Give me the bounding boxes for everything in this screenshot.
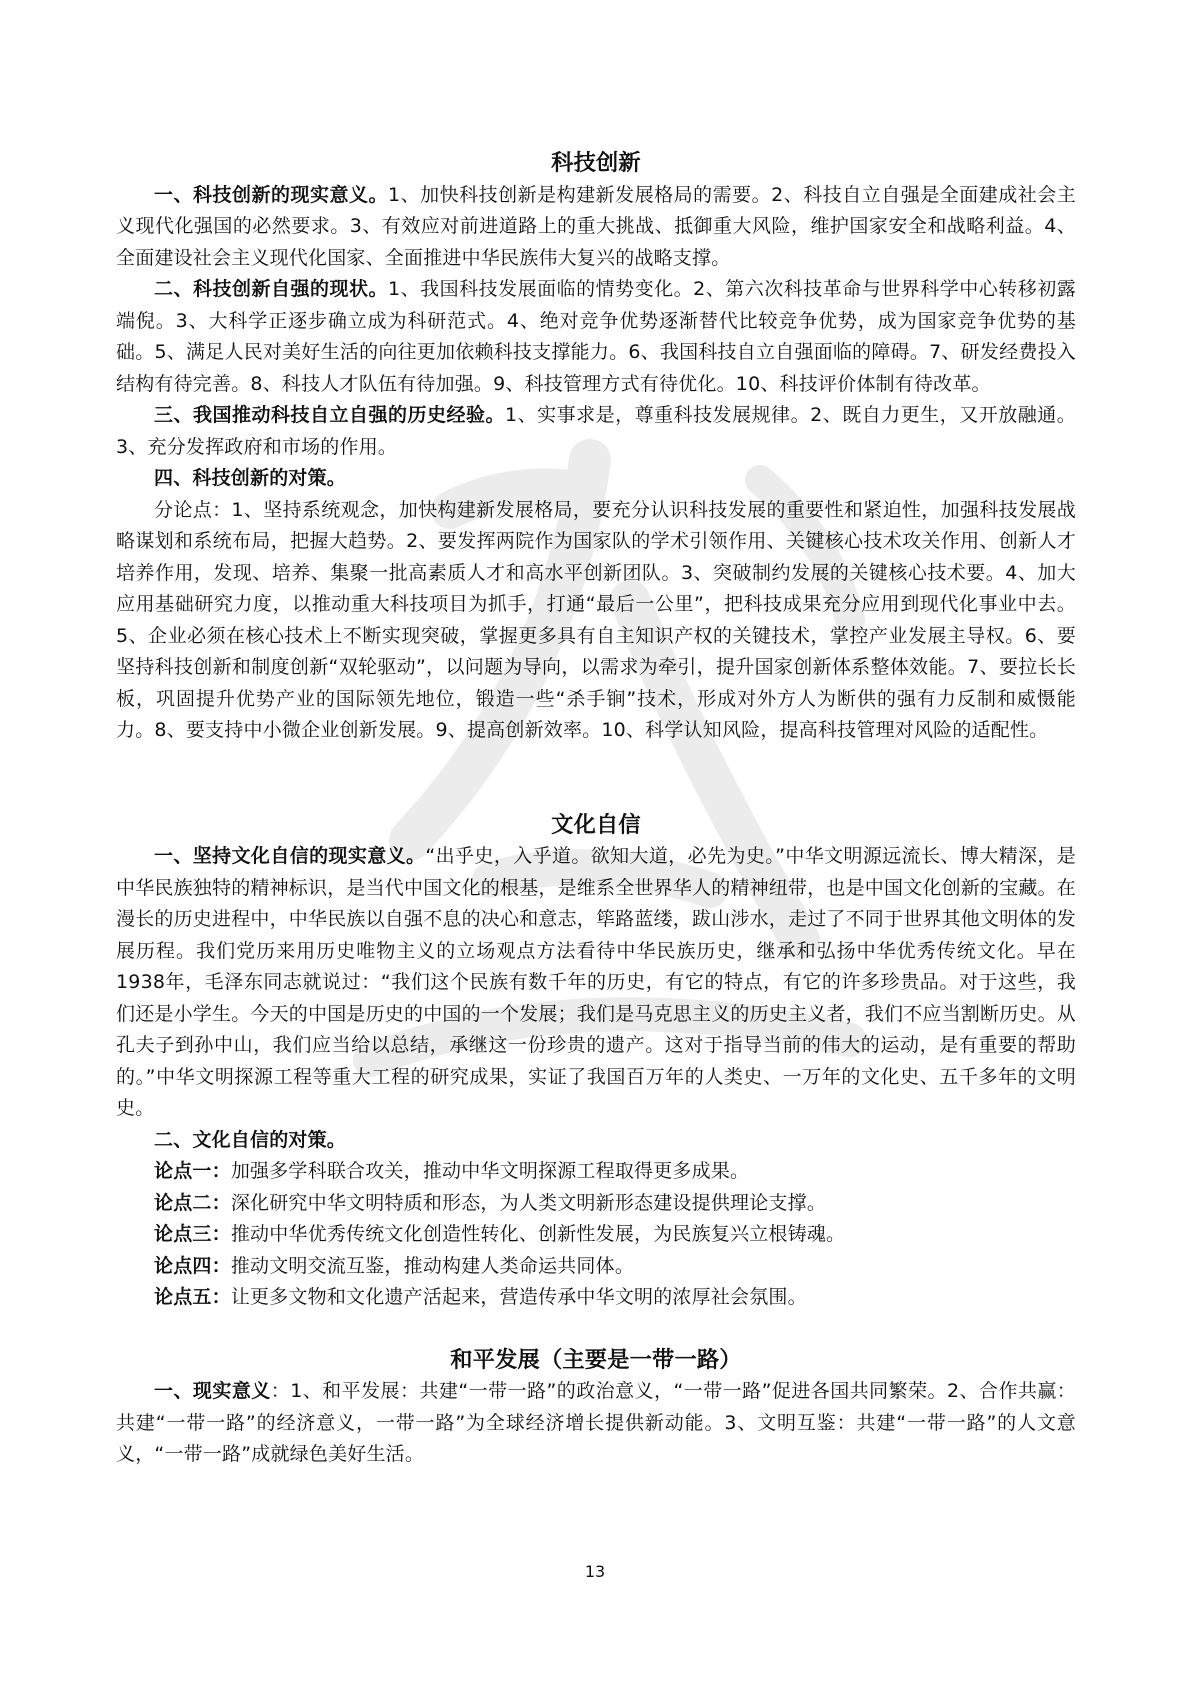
section-spacer: [116, 747, 1076, 810]
culture-p2-heading: 二、文化自信的对策。: [154, 1128, 347, 1151]
point-label: 论点四：: [154, 1254, 231, 1277]
point-text: 推动文明交流互鉴，推动构建人类命运共同体。: [230, 1254, 635, 1277]
tech-paragraph-2: [116, 274, 1076, 400]
culture-paragraph-2: [116, 1125, 1076, 1157]
section-spacer: [116, 1314, 1076, 1345]
tech-p1-text: 1、加快科技创新是构建新发展格局的需要。2、科技自立自强是全面建成社会主义现代化强国的必然要求。3、有效应对前进道路上的重大挑战、抵御重大风险，维护国家安全和战略利益。4、全面建设社会主义现代化国家、全面推进中华民族伟大复兴的战略支撑。: [116, 183, 1076, 269]
point-label: 论点五：: [154, 1286, 231, 1308]
tech-p5-text: 分论点：1、坚持系统观念，加快构建新发展格局，要充分认识科技发展的重要性和紧迫性，加强科技发展战略谋划和系统布局，把握大趋势。2、要发挥两院作为国家队的学术引领作用、关键核心技术攻关作用、创新人才培养作用，发现、培养、集聚一批高素质人才和高水平创新团队。3、突破制约发展的关键核心技术要。4、加大应用基础研究力度，以推动重大科技项目为抓手，打通“最后一公里”，把科技成果充分应用到现代化事业中去。5、企业必须在核心技术上不断实现突破，掌握更多具有自主知识产权的关键技术，掌控产业发展主导权。6、要坚持科技创新和制度创新“双轮驱动”，以问题为导向，以需求为牵引，提升国家创新体系整体效能。7、要拉长长板，巩固提升优势产业的国际领先地位，锻造一些“杀手锏”技术，形成对外方人为断供的强有力反制和威慑能力。8、要支持中小微企业创新发展。9、提高创新效率。10、科学认知风险，提高科技管理对风险的适配性。: [116, 498, 1076, 741]
point-text: 让更多文物和文化遗产活起来，营造传承中华文明的浓厚社会氛围。: [230, 1286, 807, 1308]
section-title-peace: 和平发展（主要是一带一路）: [450, 1346, 742, 1373]
page-number: 13: [584, 1562, 606, 1581]
culture-point-1: [116, 1156, 1076, 1188]
tech-paragraph-4: [116, 463, 1076, 495]
document-body: [116, 148, 1076, 1471]
section-title-culture: 文化自信: [551, 811, 641, 838]
tech-p2-text: 1、我国科技发展面临的情势变化。2、第六次科技革命与世界科学中心转移初露端倪。3、大科学正逐步确立成为科研范式。4、绝对竞争优势逐渐替代比较竞争优势，成为国家竞争优势的基础。5、满足人民对美好生活的向往更加依赖科技支撑能力。6、我国科技自立自强面临的障碍。7、研发经费投入结构有待完善。8、科技人才队伍有待加强。9、科技管理方式有待优化。10、科技评价体制有待改革。: [116, 278, 1076, 395]
tech-p1-heading: 一、科技创新的现实意义。: [154, 183, 389, 206]
tech-paragraph-5: [116, 495, 1076, 747]
culture-p1-text: “出乎史，入乎道。欲知大道，必先为史。”中华文明源远流长、博大精深，是中华民族独特的精神标识，是当代中国文化的根基，是维系全世界华人的精神纽带，也是中国文化创新的宝藏。在漫长的历史进程中，中华民族以自强不息的决心和意志，筚路蓝缕，跋山涉水，走过了不同于世界其他文明体的发展历程。我们党历来用历史唯物主义的立场观点方法看待中华民族历史，继承和弘扬中华优秀传统文化。早在1938年，毛泽东同志就说过：“我们这个民族有数千年的历史，有它的特点，有它的许多珍贵品。对于这些，我们还是小学生。今天的中国是历史的中国的一个发展；我们是马克思主义的历史主义者，我们不应当割断历史。从孔夫子到孙中山，我们应当给以总结，承继这一份珍贵的遗产。这对于指导当前的伟大的运动，是有重要的帮助的。”中华文明探源工程等重大工程的研究成果，实证了我国百万年的人类史、一万年的文化史、五千多年的文明史。: [116, 845, 1077, 1119]
peace-p1-text: ：1、和平发展：共建“一带一路”的政治意义，“一带一路”促进各国共同繁荣。2、合作共赢：共建“一带一路”的经济意义，一带一路”为全球经济增长提供新动能。3、文明互鉴：共建“一带一路”的人文意义，“一带一路”成就绿色美好生活。: [116, 1380, 1077, 1465]
tech-p2-heading: 二、科技创新自强的现状。: [154, 278, 389, 300]
point-text: 加强多学科联合攻关，推动中华文明探源工程取得更多成果。: [230, 1160, 750, 1182]
tech-p3-heading: 三、我国推动科技自立自强的历史经验。: [154, 404, 506, 426]
culture-paragraph-1: [116, 841, 1076, 1125]
tech-p4-heading: 四、科技创新的对策。: [154, 467, 347, 489]
section-title-tech: 科技创新: [551, 150, 641, 176]
point-label: 论点二：: [154, 1191, 231, 1214]
point-text: 深化研究中华文明特质和形态，为人类文明新形态建设提供理论支撑。: [230, 1191, 827, 1214]
peace-p1-heading: 一、现实意义: [154, 1380, 271, 1402]
point-label: 论点一：: [154, 1160, 231, 1182]
culture-p1-heading: 一、坚持文化自信的现实意义。: [154, 845, 426, 867]
tech-paragraph-3: [116, 400, 1076, 463]
tech-paragraph-1: [116, 180, 1076, 275]
culture-point-2: [116, 1188, 1076, 1220]
point-text: 推动中华优秀传统文化创造性转化、创新性发展，为民族复兴立根铸魂。: [230, 1223, 846, 1245]
point-label: 论点三：: [154, 1223, 231, 1245]
culture-point-4: [116, 1251, 1076, 1283]
culture-point-3: [116, 1219, 1076, 1251]
culture-point-5: [116, 1282, 1076, 1314]
peace-paragraph-1: [116, 1376, 1076, 1471]
tech-p3-text: 1、实事求是，尊重科技发展规律。2、既自力更生，又开放融通。3、充分发挥政府和市场的作用。: [116, 404, 1076, 458]
